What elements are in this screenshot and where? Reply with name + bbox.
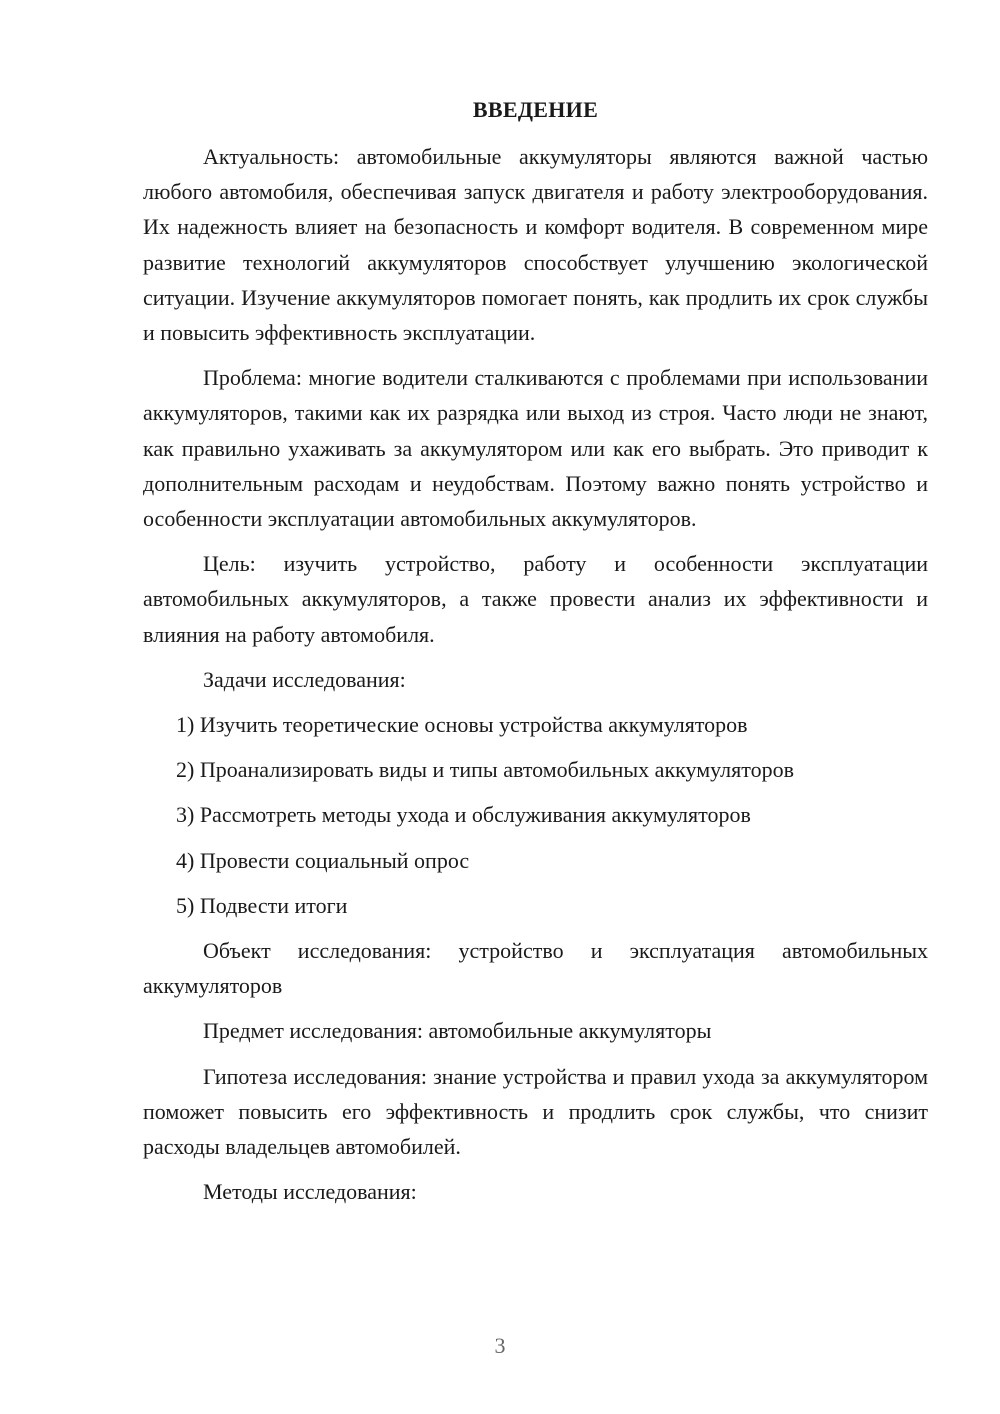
paragraph-goal: Цель: изучить устройство, работу и особенности эксплуатации автомобильных аккумуляторов, а также провести анализ их эффективности и влияния на работу автомобиля. (143, 551, 928, 647)
page-number: 3 (494, 1333, 506, 1358)
tasks-heading: Задачи исследования: (203, 666, 406, 692)
list-item: 5) Подвести итоги (176, 892, 348, 918)
tasks-list (143, 707, 928, 923)
list-item: 1) Изучить теоретические основы устройства аккумуляторов (176, 712, 748, 738)
paragraph-hypothesis: Гипотеза исследования: знание устройства и правил ухода за аккумулятором поможет повысить его эффективность и продлить срок службы, что снизит расходы владельцев автомобилей. (143, 1063, 928, 1160)
list-item: 4) Провести социальный опрос (176, 847, 470, 873)
paragraph-relevance: Актуальность: автомобильные аккумуляторы являются важной частью любого автомобиля, обеспечивая запуск двигателя и работу электрооборудования. Их надежность влияет на безопасность и комфорт водителя. В современном мире развитие технологий аккумуляторов способствует улучшению экологической ситуации. Изучение аккумуляторов помогает понять, как продлить их срок службы и повысить эффективность эксплуатации. (143, 144, 928, 346)
list-item: 2) Проанализировать виды и типы автомобильных аккумуляторов (176, 757, 794, 783)
paragraph-object: Объект исследования: устройство и эксплуатация автомобильных аккумуляторов (143, 938, 928, 999)
paragraph-subject: Предмет исследования: автомобильные аккумуляторы (203, 1018, 712, 1044)
paragraph-problem: Проблема: многие водители сталкиваются с проблемами при использовании аккумуляторов, такими как их разрядка или выход из строя. Часто люди не знают, как правильно ухаживать за аккумулятором или как его выбрать. Это приводит к дополнительным расходам и неудобствам. Поэтому важно понять устройство и особенности эксплуатации автомобильных аккумуляторов. (143, 365, 928, 532)
page-content (143, 95, 928, 1219)
list-item: 3) Рассмотреть методы ухода и обслуживания аккумуляторов (176, 802, 751, 828)
section-title: ВВЕДЕНИЕ (472, 97, 599, 122)
methods-heading: Методы исследования: (203, 1179, 417, 1205)
